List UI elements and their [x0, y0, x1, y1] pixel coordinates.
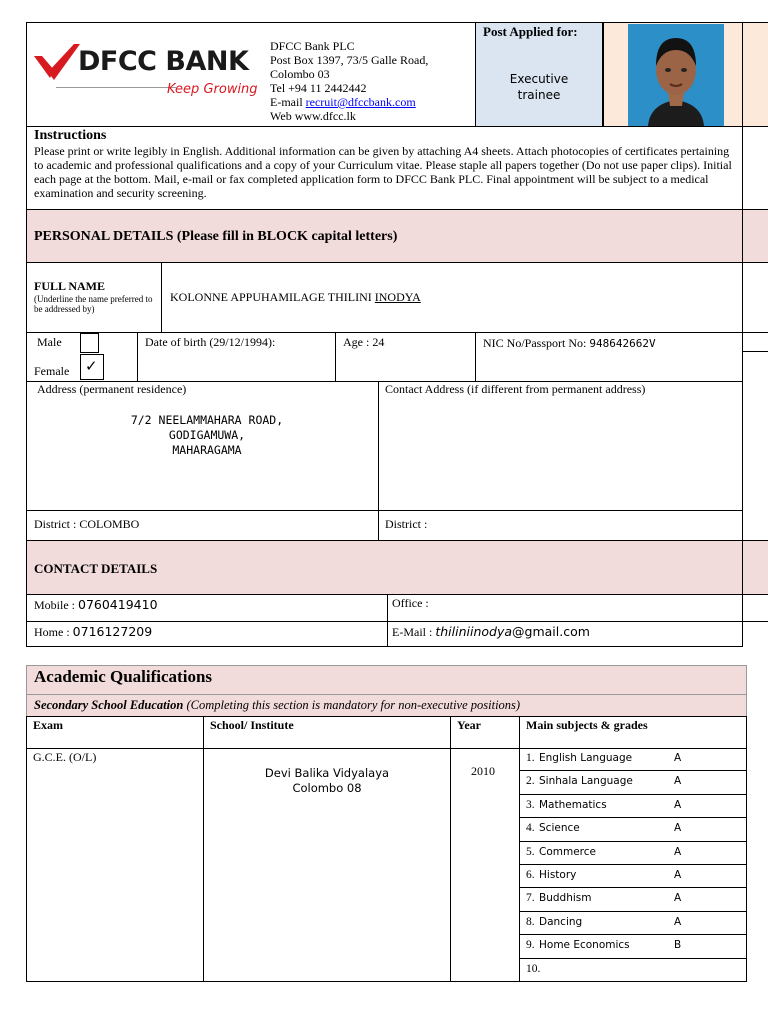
- subject-grade: A: [674, 752, 682, 764]
- full-name-value: KOLONNE APPUHAMILAGE THILINI INODYA: [170, 290, 421, 304]
- check-icon: ✓: [85, 357, 98, 375]
- subject-row: [519, 842, 746, 865]
- year-value: 2010: [471, 764, 495, 778]
- academic-title: Academic Qualifications: [34, 667, 213, 686]
- subject-name: English Language: [539, 752, 633, 764]
- subject-name: Commerce: [539, 845, 596, 858]
- subject-number: 3.: [526, 798, 535, 811]
- instructions-title: Instructions: [34, 128, 107, 143]
- nic-field: NIC No/Passport No: 948642662V: [483, 336, 656, 350]
- subject-number: 9.: [526, 939, 535, 952]
- subject-name: Sinhala Language: [539, 775, 633, 788]
- subject-number: 1.: [526, 752, 535, 764]
- subject-name: Dancing: [539, 915, 583, 928]
- subject-grade: A: [674, 775, 682, 788]
- male-checkbox[interactable]: [80, 333, 99, 353]
- full-name-value-cell: [161, 262, 743, 333]
- district-cell: District : COLOMBO: [26, 510, 379, 541]
- age-cell: Age : 24: [335, 332, 476, 382]
- female-checkbox[interactable]: [80, 354, 104, 380]
- subject-number: 5.: [526, 845, 535, 858]
- email-cell: [387, 621, 743, 647]
- subject-grade: A: [674, 845, 682, 858]
- subject-number: 10.: [526, 962, 541, 975]
- mobile-field: Mobile : 0760419410: [34, 597, 158, 612]
- subject-row: [519, 865, 746, 888]
- permanent-address-cell: Address (permanent residence) 7/2 NEELAMMAHARA ROAD, GODIGAMUWA, MAHARAGAMA: [26, 381, 379, 511]
- logo-tagline: Keep Growing: [167, 82, 258, 97]
- subject-row: [519, 748, 746, 771]
- address-line: DFCC Bank PLC: [270, 39, 355, 53]
- web-line: Web www.dfcc.lk: [270, 109, 356, 123]
- contact-details-header: [26, 540, 743, 595]
- subject-number: 8.: [526, 915, 535, 928]
- nic-cell: [475, 332, 743, 382]
- email-field: E-Mail : thiliniinodya@gmail.com: [392, 624, 590, 639]
- home-cell: [26, 621, 388, 647]
- address-line: Colombo 03: [270, 67, 330, 81]
- instructions-body: Please print or write legibly in English. Additional information can be given by attaching A4 sheets. Attach photocopies of certificates pertaining to academic and professional qualifications and a copy of your Curriculum vitae. Please staple all papers together (Do not use paper clips). Initial each page at the bottom. Mail, e-mail or fax completed application form to DFCC Bank PLC. Final appointment will be subject to a medical examination and security screening.: [34, 144, 732, 200]
- district2-cell: District :: [378, 510, 743, 541]
- subject-row: [519, 818, 746, 841]
- col-school-header: School/ Institute: [210, 718, 294, 732]
- subject-number: 4.: [526, 822, 535, 835]
- home-field: Home : 0716127209: [34, 624, 153, 639]
- subject-name: Mathematics: [539, 798, 607, 811]
- col-exam-header: Exam: [33, 718, 63, 732]
- applicant-photo: [628, 24, 724, 126]
- subject-row: [519, 935, 746, 958]
- col-year-header: Year: [457, 718, 481, 732]
- exam-value: G.C.E. (O/L): [33, 750, 97, 764]
- mobile-cell: [26, 594, 388, 622]
- dfcc-logo-mark-icon: [34, 42, 80, 80]
- subject-row: [519, 959, 746, 982]
- bank-address: [270, 39, 475, 123]
- subject-grade: B: [674, 939, 682, 952]
- subject-row: [519, 771, 746, 794]
- subject-number: 2.: [526, 775, 535, 788]
- full-name-label-cell: FULL NAME (Underline the name preferred to be addressed by): [26, 262, 162, 333]
- dob-cell: Date of birth (29/12/1994):: [137, 332, 336, 382]
- subject-name: History: [539, 869, 577, 881]
- post-applied-value: Executive trainee: [509, 72, 569, 102]
- instructions-box: [26, 126, 743, 210]
- email-link[interactable]: recruit@dfccbank.com: [305, 95, 416, 109]
- office-cell: Office :: [387, 594, 743, 622]
- subject-row: [519, 888, 746, 911]
- subject-grade: A: [674, 915, 682, 928]
- secondary-education-row: Secondary School Education (Completing this section is mandatory for non-executive positions): [26, 694, 747, 717]
- gender-cell: Male Female ✓: [26, 332, 138, 382]
- personal-details-title: PERSONAL DETAILS (Please fill in BLOCK capital letters): [34, 229, 398, 244]
- subject-grade: A: [674, 869, 682, 881]
- subject-grade: A: [674, 822, 682, 835]
- academic-header: [26, 665, 747, 695]
- subject-name: Home Economics: [539, 939, 630, 952]
- email-line: E-mail recruit@dfccbank.com: [270, 95, 416, 109]
- logo-name: DFCC BANK: [78, 46, 249, 77]
- subject-name: Buddhism: [539, 892, 592, 905]
- personal-details-header: [26, 209, 743, 263]
- post-applied-label: Post Applied for:: [483, 24, 578, 39]
- address-line: Tel +94 11 2442442: [270, 81, 367, 95]
- contact-details-title: CONTACT DETAILS: [34, 561, 158, 576]
- subject-number: 6.: [526, 869, 535, 881]
- subject-name: Science: [539, 822, 580, 835]
- subject-grade: A: [674, 892, 682, 905]
- col-subjects-header: Main subjects & grades: [526, 718, 648, 732]
- permanent-address-value: 7/2 NEELAMMAHARA ROAD, GODIGAMUWA, MAHARAGAMA: [130, 413, 284, 457]
- subject-number: 7.: [526, 892, 535, 905]
- school-value: Devi Balika Vidyalaya Colombo 08: [264, 766, 390, 795]
- subject-row: [519, 912, 746, 935]
- address-line: Post Box 1397, 73/5 Galle Road,: [270, 53, 429, 67]
- dfcc-logo: [34, 40, 264, 102]
- subject-row: [519, 795, 746, 818]
- post-applied-box: [475, 22, 603, 127]
- subjects-list: [519, 748, 747, 982]
- subject-grade: A: [674, 798, 682, 811]
- contact-address-cell: Contact Address (if different from permanent address): [378, 381, 743, 511]
